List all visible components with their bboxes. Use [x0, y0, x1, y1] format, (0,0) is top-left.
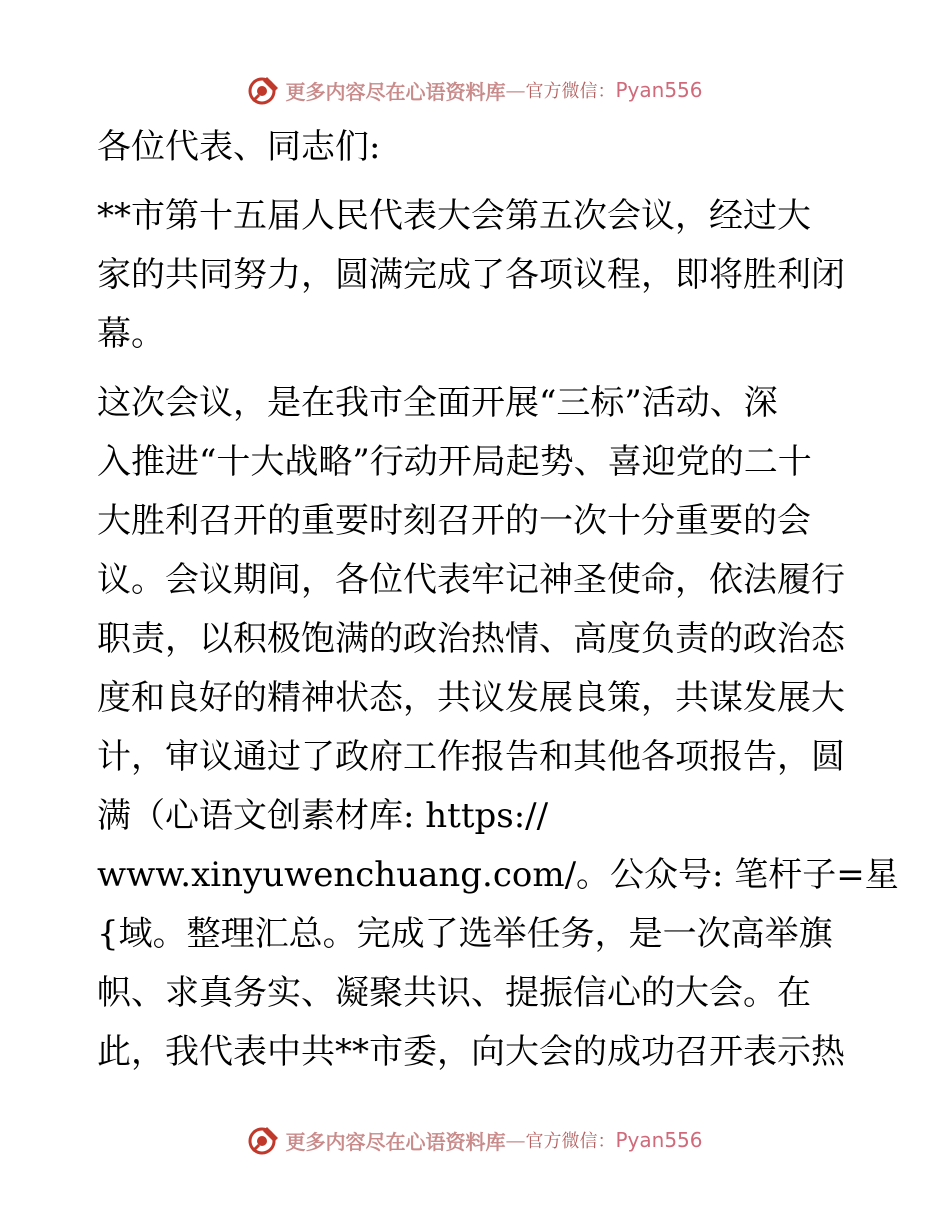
watermark-label: 官方微信：	[525, 81, 616, 102]
text-line: 家的共同努力，圆满完成了各项议程，即将胜利闭	[97, 255, 845, 295]
brand-logo-icon	[247, 73, 281, 107]
watermark-id: Pyan556	[615, 78, 703, 102]
text-line: 满（心语文创素材库: https://	[97, 796, 549, 836]
text-line: 职责，以积极饱满的政治热情、高度负责的政治态	[97, 619, 845, 659]
paragraph-2	[97, 374, 899, 1082]
brand-logo-icon	[247, 1123, 281, 1157]
text-line: {域。整理汇总。完成了选举任务，是一次高举旗	[97, 914, 833, 954]
header-watermark	[0, 72, 950, 108]
watermark-label: 官方微信：	[525, 1131, 616, 1152]
text-line: 大胜利召开的重要时刻召开的一次十分重要的会	[97, 501, 811, 541]
text-line: 此，我代表中共**市委，向大会的成功召开表示热	[97, 1032, 845, 1072]
paragraph-1	[97, 187, 857, 364]
watermark-dash: —	[505, 1128, 526, 1152]
text-line: 帜、求真务实、凝聚共识、提振信心的大会。在	[97, 973, 811, 1013]
text-line: 这次会议，是在我市全面开展“三标”活动、深	[97, 383, 778, 423]
footer-watermark	[0, 1122, 950, 1158]
text-line: 入推进“十大战略”行动开局起势、喜迎党的二十	[97, 442, 812, 482]
salutation	[97, 118, 857, 177]
text-line: 议。会议期间，各位代表牢记神圣使命，依法履行	[97, 560, 845, 600]
salutation-line: 各位代表、同志们:	[97, 127, 381, 167]
text-line: **市第十五届人民代表大会第五次会议，经过大	[97, 196, 811, 236]
watermark-text: 更多内容尽在心语资料库	[285, 1129, 506, 1154]
document-body	[97, 118, 899, 1092]
watermark-id: Pyan556	[615, 1128, 703, 1152]
text-line: 度和良好的精神状态，共议发展良策，共谋发展大	[97, 678, 845, 718]
watermark-dash: —	[505, 78, 526, 102]
text-line: 计，审议通过了政府工作报告和其他各项报告，圆	[97, 737, 845, 777]
watermark-text: 更多内容尽在心语资料库	[285, 79, 506, 104]
text-line: 幕。	[97, 314, 165, 354]
text-line: www.xinyuwenchuang.com/。公众号: 笔杆子=星	[97, 855, 899, 895]
